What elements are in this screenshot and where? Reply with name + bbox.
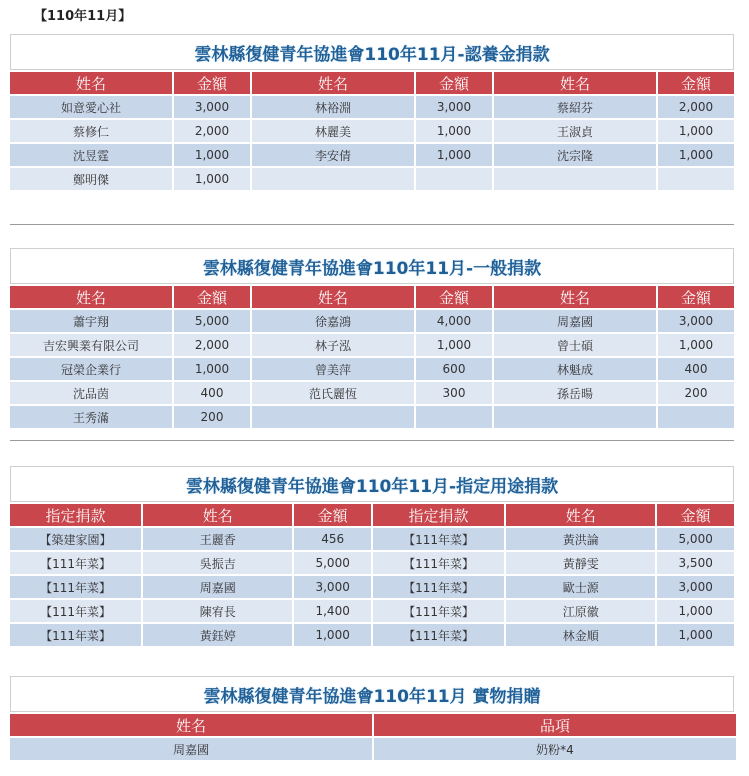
purpose: 【111年菜】 <box>373 600 504 622</box>
section-in-kind <box>10 676 734 762</box>
donor-name <box>494 168 656 190</box>
donor-name: 徐嘉鴻 <box>252 310 414 332</box>
donor-name: 黃靜雯 <box>506 552 655 574</box>
amount: 5,000 <box>657 528 734 550</box>
divider <box>10 224 734 225</box>
amount: 2,000 <box>658 96 734 118</box>
purpose: 【111年菜】 <box>10 552 141 574</box>
column-header: 姓名 <box>10 714 372 736</box>
section-title: 雲林縣復健青年協進會110年11月-一般捐款 <box>10 248 734 284</box>
donor-name: 蕭宇翔 <box>10 310 172 332</box>
amount <box>658 168 734 190</box>
amount: 1,000 <box>416 334 492 356</box>
donor-name: 周嘉國 <box>10 738 372 760</box>
amount <box>416 406 492 428</box>
amount: 1,000 <box>416 144 492 166</box>
column-header: 姓名 <box>506 504 655 526</box>
donor-name: 蔡修仁 <box>10 120 172 142</box>
column-header: 金額 <box>174 286 250 308</box>
donor-name: 沈品茵 <box>10 382 172 404</box>
amount: 200 <box>174 406 250 428</box>
column-header: 金額 <box>657 504 734 526</box>
donor-name: 林裕淵 <box>252 96 414 118</box>
donor-name <box>252 406 414 428</box>
column-header: 金額 <box>416 286 492 308</box>
column-header: 姓名 <box>494 72 656 94</box>
donation-table <box>8 70 736 192</box>
donor-name: 吳振吉 <box>143 552 292 574</box>
amount: 3,000 <box>174 96 250 118</box>
table-row <box>10 168 734 190</box>
amount: 1,000 <box>657 600 734 622</box>
donor-name: 王秀滿 <box>10 406 172 428</box>
amount: 3,500 <box>657 552 734 574</box>
column-header: 姓名 <box>252 72 414 94</box>
amount: 400 <box>658 358 734 380</box>
amount: 1,000 <box>658 144 734 166</box>
donor-name: 蔡紹芬 <box>494 96 656 118</box>
amount: 1,000 <box>416 120 492 142</box>
section-title: 雲林縣復健青年協進會110年11月-指定用途捐款 <box>10 466 734 502</box>
table-row <box>10 358 734 380</box>
table-row <box>10 624 734 646</box>
purpose: 【111年菜】 <box>10 576 141 598</box>
donor-name: 沈宗隆 <box>494 144 656 166</box>
donor-name: 曾士碩 <box>494 334 656 356</box>
amount: 600 <box>416 358 492 380</box>
purpose: 【築建家園】 <box>10 528 141 550</box>
item: 奶粉*4 <box>374 738 736 760</box>
donor-name <box>252 168 414 190</box>
column-header: 金額 <box>416 72 492 94</box>
table-row <box>10 576 734 598</box>
donor-name: 李安倩 <box>252 144 414 166</box>
donor-name: 陳宥長 <box>143 600 292 622</box>
column-header: 品項 <box>374 714 736 736</box>
column-header: 金額 <box>294 504 371 526</box>
donor-name: 周嘉國 <box>143 576 292 598</box>
amount: 300 <box>416 382 492 404</box>
donor-name: 林麗美 <box>252 120 414 142</box>
donor-name: 林魁成 <box>494 358 656 380</box>
donation-table <box>8 712 738 762</box>
purpose: 【111年菜】 <box>373 624 504 646</box>
table-row <box>10 96 734 118</box>
column-header: 姓名 <box>494 286 656 308</box>
donor-name: 冠榮企業行 <box>10 358 172 380</box>
donor-name: 江原徽 <box>506 600 655 622</box>
month-label: 【110年11月】 <box>34 9 132 24</box>
amount: 2,000 <box>174 120 250 142</box>
donor-name: 周嘉國 <box>494 310 656 332</box>
column-header: 指定捐款 <box>10 504 141 526</box>
section-sponsorship <box>10 34 734 192</box>
donor-name: 沈昱霆 <box>10 144 172 166</box>
section-designated <box>10 466 734 648</box>
amount: 456 <box>294 528 371 550</box>
amount: 3,000 <box>294 576 371 598</box>
purpose: 【111年菜】 <box>10 600 141 622</box>
donor-name: 吉宏興業有限公司 <box>10 334 172 356</box>
amount: 5,000 <box>174 310 250 332</box>
table-row <box>10 334 734 356</box>
donor-name: 林金順 <box>506 624 655 646</box>
amount: 1,000 <box>658 120 734 142</box>
column-header: 姓名 <box>10 72 172 94</box>
table-row <box>10 552 734 574</box>
amount: 1,000 <box>294 624 371 646</box>
donor-name: 歐士源 <box>506 576 655 598</box>
purpose: 【111年菜】 <box>10 624 141 646</box>
table-row <box>10 144 734 166</box>
amount: 5,000 <box>294 552 371 574</box>
column-header: 姓名 <box>252 286 414 308</box>
amount: 1,000 <box>657 624 734 646</box>
table-row <box>10 310 734 332</box>
donor-name: 黃鈺婷 <box>143 624 292 646</box>
donor-name: 鄭明傑 <box>10 168 172 190</box>
table-row <box>10 738 736 760</box>
donor-name: 林子泓 <box>252 334 414 356</box>
purpose: 【111年菜】 <box>373 552 504 574</box>
amount: 1,000 <box>174 144 250 166</box>
column-header: 金額 <box>658 286 734 308</box>
donor-name: 王淑貞 <box>494 120 656 142</box>
amount: 1,000 <box>658 334 734 356</box>
table-row <box>10 528 734 550</box>
amount: 200 <box>658 382 734 404</box>
table-row <box>10 382 734 404</box>
table-row <box>10 406 734 428</box>
section-general <box>10 248 734 430</box>
amount: 1,400 <box>294 600 371 622</box>
donor-name: 黃洪論 <box>506 528 655 550</box>
amount <box>416 168 492 190</box>
table-row <box>10 600 734 622</box>
column-header: 姓名 <box>143 504 292 526</box>
amount: 400 <box>174 382 250 404</box>
amount: 4,000 <box>416 310 492 332</box>
column-header: 姓名 <box>10 286 172 308</box>
donor-name: 范氏麗恆 <box>252 382 414 404</box>
amount: 3,000 <box>416 96 492 118</box>
amount: 1,000 <box>174 358 250 380</box>
donation-table <box>8 284 736 430</box>
donor-name: 曾美萍 <box>252 358 414 380</box>
amount: 3,000 <box>658 310 734 332</box>
table-row <box>10 120 734 142</box>
donor-name: 如意愛心社 <box>10 96 172 118</box>
purpose: 【111年菜】 <box>373 576 504 598</box>
amount <box>658 406 734 428</box>
column-header: 金額 <box>658 72 734 94</box>
donor-name: 孫岳暘 <box>494 382 656 404</box>
column-header: 金額 <box>174 72 250 94</box>
amount: 2,000 <box>174 334 250 356</box>
donor-name <box>494 406 656 428</box>
amount: 3,000 <box>657 576 734 598</box>
section-title: 雲林縣復健青年協進會110年11月 實物捐贈 <box>10 676 734 712</box>
donor-name: 王麗香 <box>143 528 292 550</box>
purpose: 【111年菜】 <box>373 528 504 550</box>
amount: 1,000 <box>174 168 250 190</box>
section-title: 雲林縣復健青年協進會110年11月-認養金捐款 <box>10 34 734 70</box>
divider <box>10 440 734 441</box>
column-header: 指定捐款 <box>373 504 504 526</box>
donation-table <box>8 502 736 648</box>
